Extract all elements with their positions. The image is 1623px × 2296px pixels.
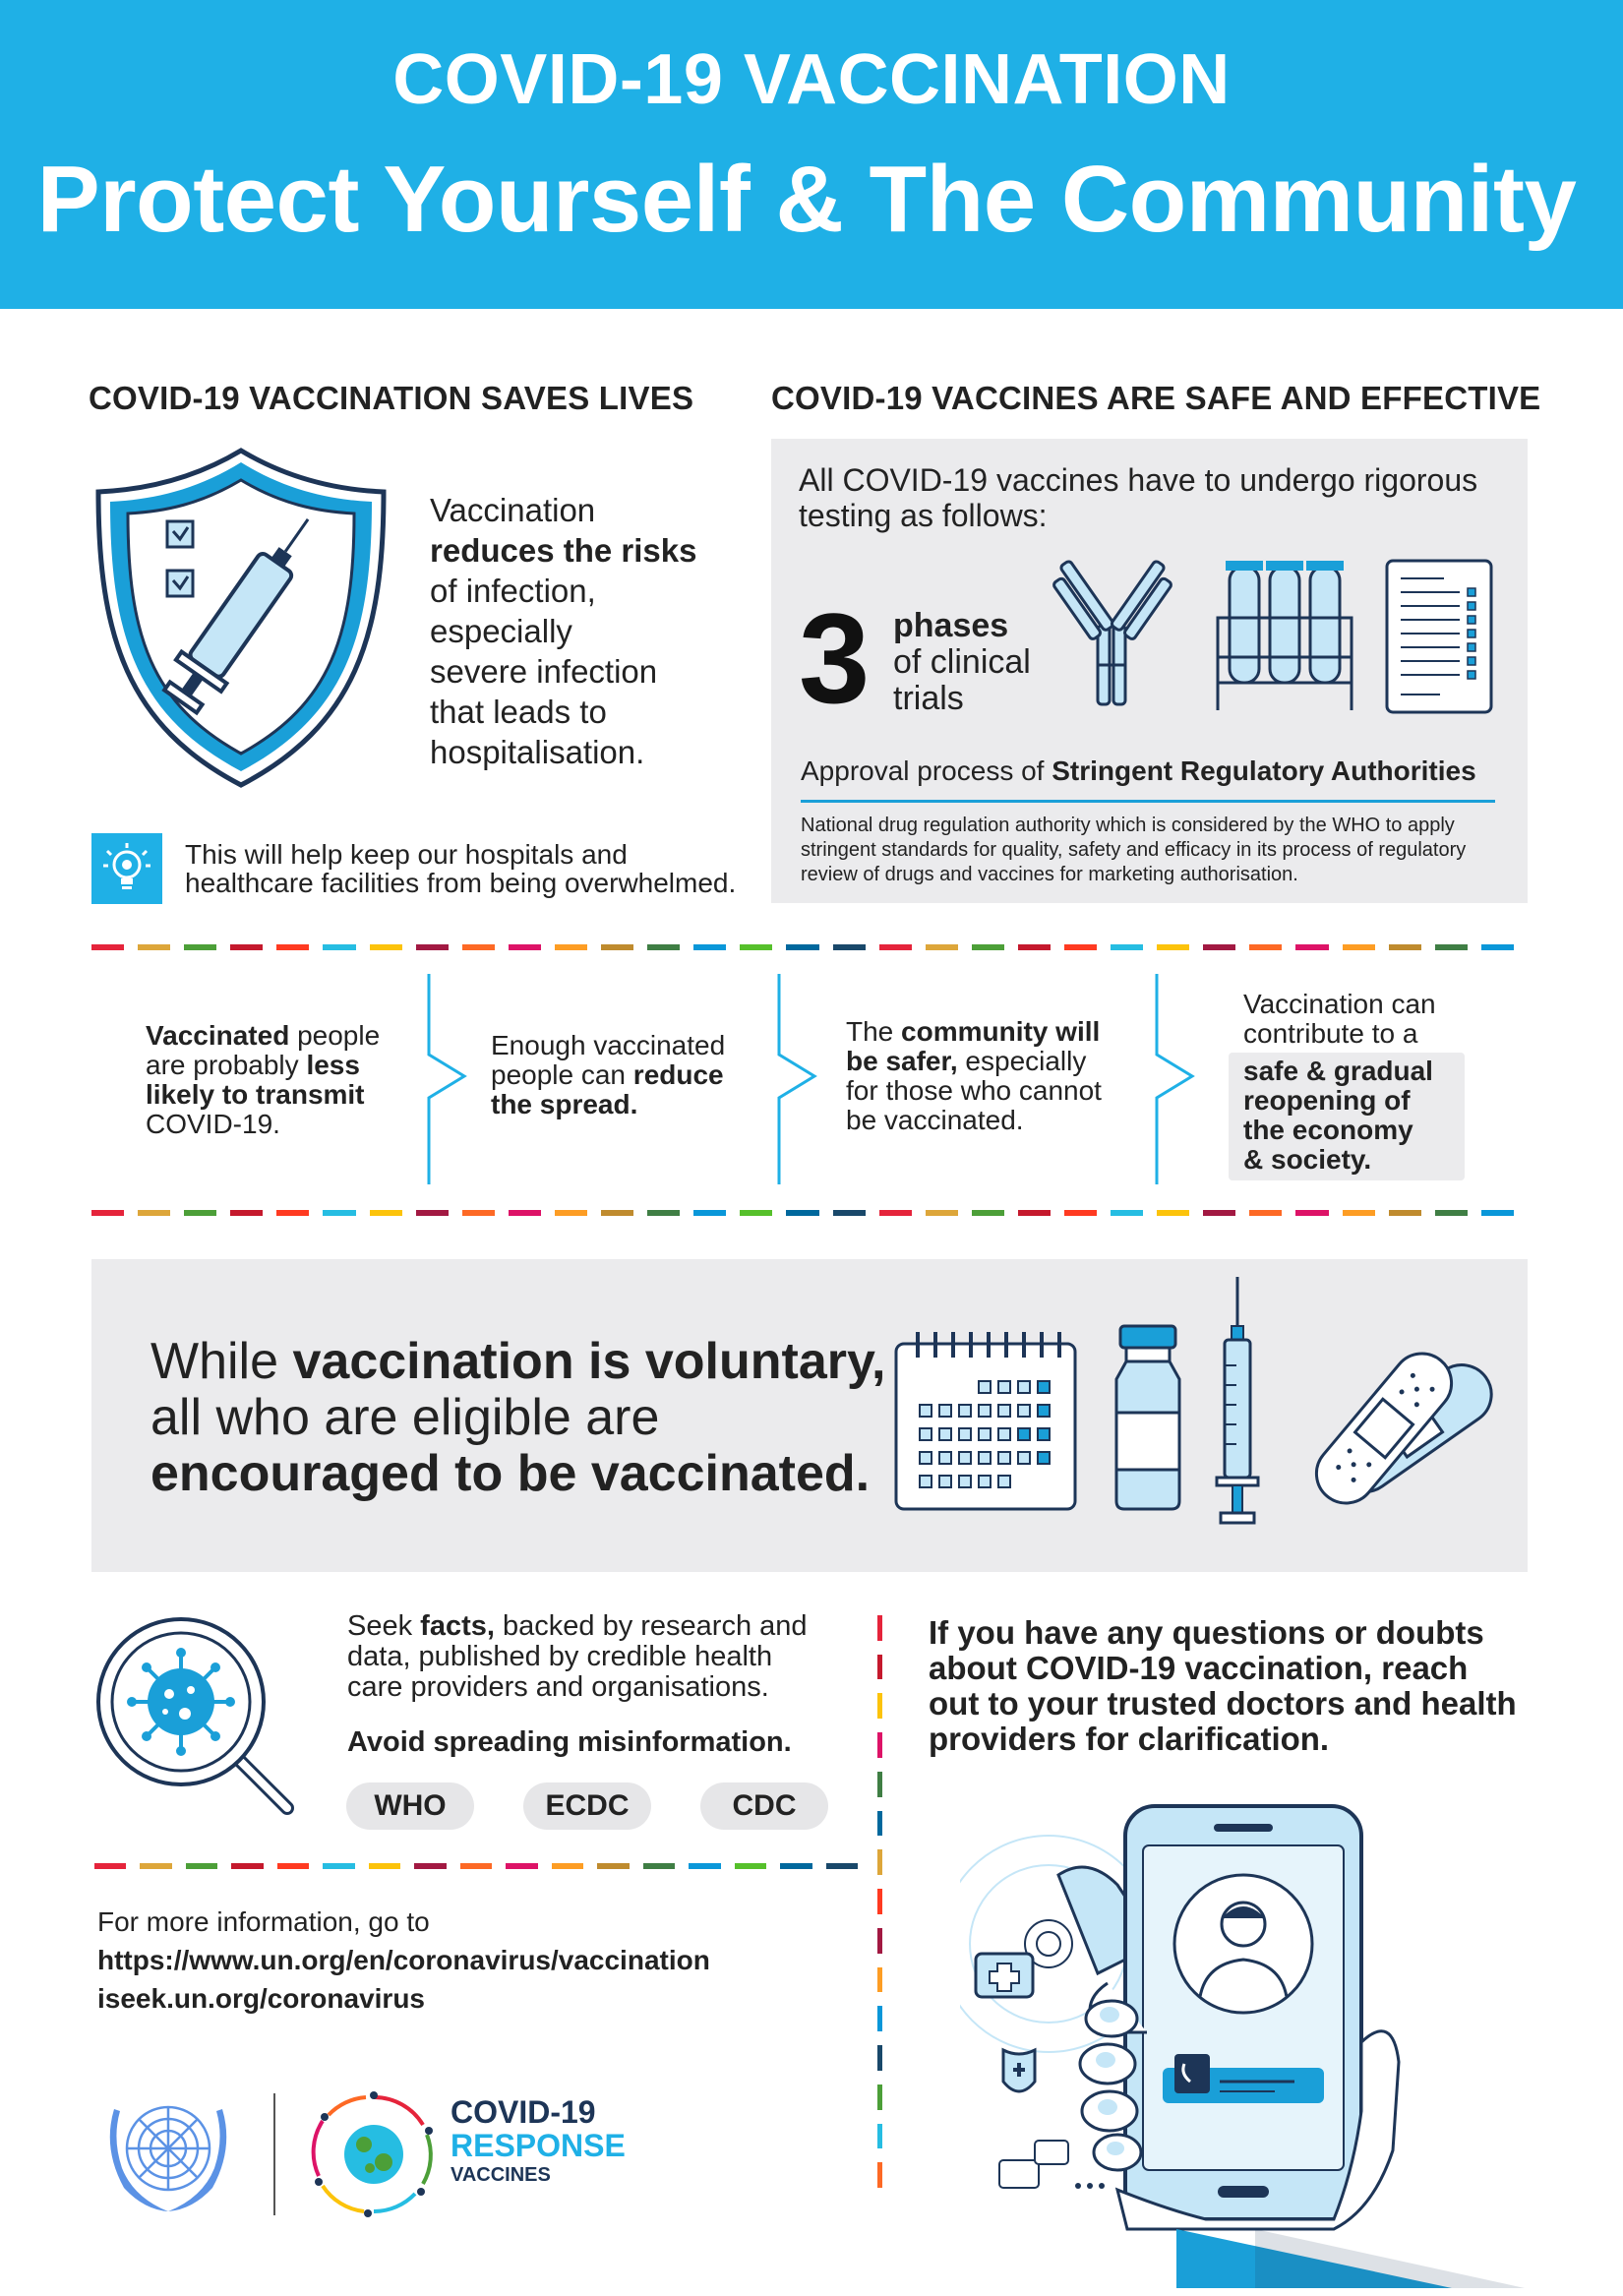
stripe-segment (1389, 944, 1421, 950)
calendar-icon (894, 1322, 1077, 1511)
stripe-segment (877, 1615, 882, 1641)
stripe-segment (780, 1863, 812, 1869)
stripe-segment (877, 2124, 882, 2149)
stripe-segment (879, 1210, 912, 1216)
stripe-segment (555, 944, 587, 950)
bandage-icon (1286, 1320, 1502, 1517)
stripe-segment (877, 1849, 882, 1875)
stripe-segment (601, 1210, 633, 1216)
stripe-segment (323, 1863, 354, 1869)
test-tubes-icon (1216, 559, 1353, 714)
stripe-segment (689, 1863, 720, 1869)
stripe-segment (833, 944, 866, 950)
stripe-segment (877, 1693, 882, 1719)
stripe-segment (460, 1863, 492, 1869)
stripe-segment (230, 1210, 263, 1216)
avoid-misinformation-text: Avoid spreading misinformation. (347, 1726, 792, 1758)
stripe-segment (414, 1863, 446, 1869)
stripe-segment (877, 1772, 882, 1797)
stripe-segment (877, 1928, 882, 1954)
stripe-segment (877, 1811, 882, 1837)
syringe-icon (1213, 1277, 1262, 1529)
stripe-segment (184, 1210, 216, 1216)
stripe-segment (735, 1863, 766, 1869)
voluntary-text: While vaccination is voluntary, all who are eligible are encouraged to be vaccinated. (150, 1333, 886, 1502)
stripe-segment (1111, 944, 1143, 950)
checklist-document-icon (1385, 559, 1493, 714)
phases-number: 3 (799, 586, 871, 730)
stripe-segment (1295, 944, 1328, 950)
clinical-trials-panel (771, 439, 1528, 903)
stripe-segment (1435, 1210, 1468, 1216)
stripe-segment (186, 1863, 217, 1869)
stripe-segment (1157, 944, 1189, 950)
stripe-segment (647, 944, 680, 950)
chevron-divider-3 (1151, 974, 1210, 1184)
questions-text: If you have any questions or doubts about COVID-19 vaccination, reach out to your trusted doctors and health providers for clarification. (929, 1614, 1517, 1757)
stripe-segment (276, 1210, 309, 1216)
stripe-segment (877, 1889, 882, 1914)
antibody-icon (1049, 557, 1176, 714)
stripe-segment (323, 944, 355, 950)
stripe-segment (509, 1210, 541, 1216)
magnifier-virus-icon (94, 1613, 301, 1830)
stripe-segment (323, 1210, 355, 1216)
stripe-segment (1064, 944, 1097, 950)
stripe-segment (370, 944, 402, 950)
stripe-segment (184, 944, 216, 950)
chevron-divider-1 (423, 974, 482, 1184)
stripe-segment (462, 944, 495, 950)
stripe-segment (1295, 1210, 1328, 1216)
stripe-segment (877, 1732, 882, 1758)
stripe-segment (601, 944, 633, 950)
stripe-segment (552, 1863, 583, 1869)
stripe-segment (693, 944, 726, 950)
stripe-segment (555, 1210, 587, 1216)
stripe-segment (1064, 1210, 1097, 1216)
safe-effective-heading: COVID-19 VACCINES ARE SAFE AND EFFECTIVE (771, 380, 1541, 416)
more-info-label: For more information, go to (97, 1906, 430, 1937)
stripe-segment (1249, 944, 1282, 950)
cdc-pill: CDC (700, 1782, 828, 1830)
header-title: COVID-19 VACCINATION (392, 40, 1231, 119)
stripe-segment (879, 944, 912, 950)
vaccination-link[interactable]: https://www.un.org/en/coronavirus/vaccination (97, 1945, 710, 1975)
stripe-segment (643, 1863, 675, 1869)
header-banner (0, 0, 1623, 309)
flow-step-2: Enough vaccinated people can reduce the spread. (491, 1030, 726, 1119)
stripe-segment (972, 1210, 1004, 1216)
stripe-segment (877, 2162, 882, 2188)
stripe-segment (1018, 944, 1051, 950)
stripe-segment (1389, 1210, 1421, 1216)
stripe-segment (1018, 1210, 1051, 1216)
header-subtitle: Protect Yourself & The Community (36, 147, 1577, 252)
approval-process-text: Approval process of Stringent Regulatory Authorities (801, 755, 1476, 786)
stripe-segment (972, 944, 1004, 950)
hospital-tip-text: This will help keep our hospitals and healthcare facilities from being overwhelmed. (185, 839, 737, 898)
saves-lives-text: Vaccination reduces the risks of infection, especially severe infection that leads to hospitalisation. (430, 492, 697, 770)
who-pill: WHO (346, 1782, 474, 1830)
divider-line (801, 800, 1495, 803)
stripe-segment (369, 1863, 400, 1869)
stripe-segment (1343, 1210, 1375, 1216)
iseek-link[interactable]: iseek.un.org/coronavirus (97, 1983, 425, 2014)
covid-response-emblem-logo (305, 2087, 443, 2221)
stripe-segment (740, 1210, 772, 1216)
sra-definition-note: National drug regulation authority which is considered by the WHO to apply stringent standards for quality, safety and efficacy in its process of regulatory review of drugs and vaccines for marketing authorisation. (801, 815, 1467, 885)
stripe-segment (1157, 1210, 1189, 1216)
stripe-segment (416, 1210, 449, 1216)
stripe-segment (230, 944, 263, 950)
stripe-segment (1203, 1210, 1235, 1216)
more-info-block (97, 1903, 710, 2018)
phone-doctor-illustration (960, 1796, 1525, 2288)
stripe-segment (926, 1210, 958, 1216)
stripe-segment (506, 1863, 537, 1869)
stripe-segment (91, 1210, 124, 1216)
color-stripe-divider (91, 944, 1528, 950)
stripe-segment (647, 1210, 680, 1216)
flow-step-3: The community will be safer, especially for those who cannot be vaccinated. (846, 1016, 1102, 1135)
phases-text: phases of clinical trials (893, 607, 1031, 717)
voluntary-panel (91, 1259, 1528, 1572)
color-stripe-divider (91, 1210, 1528, 1216)
stripe-segment (1343, 944, 1375, 950)
stripe-segment (138, 944, 170, 950)
flow-step-1: Vaccinated people are probably less likely to transmit COVID-19. (146, 1020, 381, 1139)
trials-intro: All COVID-19 vaccines have to undergo rigorous testing as follows: (799, 462, 1478, 533)
economy-highlight-box: safe & gradual reopening of the economy & society. (1229, 1053, 1465, 1180)
stripe-segment (877, 2045, 882, 2071)
stripe-segment (509, 944, 541, 950)
stripe-segment (786, 944, 818, 950)
logo-separator (273, 2093, 275, 2215)
ecdc-pill: ECDC (523, 1782, 651, 1830)
stripe-segment (416, 944, 449, 950)
vaccine-vial-icon (1111, 1324, 1185, 1511)
un-emblem-logo (94, 2089, 242, 2217)
stripe-segment (370, 1210, 402, 1216)
stripe-segment (833, 1210, 866, 1216)
stripe-segment (877, 2085, 882, 2110)
stripe-segment (693, 1210, 726, 1216)
saves-lives-heading: COVID-19 VACCINATION SAVES LIVES (89, 380, 694, 416)
chevron-divider-2 (773, 974, 832, 1184)
covid-response-wordmark: COVID-19 RESPONSE VACCINES (451, 2094, 626, 2186)
stripe-segment (926, 944, 958, 950)
stripe-segment (1481, 1210, 1514, 1216)
lightbulb-icon (91, 833, 162, 904)
stripe-segment (877, 1967, 882, 1993)
stripe-segment (462, 1210, 495, 1216)
color-stripe-divider (94, 1863, 872, 1869)
stripe-segment (877, 2006, 882, 2031)
flow-step-4: Vaccination can contribute to a (1243, 989, 1436, 1049)
stripe-segment (94, 1863, 126, 1869)
shield-syringe-icon (89, 441, 393, 795)
stripe-segment (140, 1863, 171, 1869)
stripe-segment (1203, 944, 1235, 950)
vertical-color-divider (877, 1615, 882, 2202)
stripe-segment (597, 1863, 629, 1869)
stripe-segment (877, 1655, 882, 1680)
stripe-segment (1481, 944, 1514, 950)
stripe-segment (138, 1210, 170, 1216)
stripe-segment (91, 944, 124, 950)
facts-text: Seek facts, backed by research and data, published by credible health care providers and organisations. (347, 1610, 808, 1703)
stripe-segment (1435, 944, 1468, 950)
stripe-segment (786, 1210, 818, 1216)
stripe-segment (276, 944, 309, 950)
stripe-segment (231, 1863, 263, 1869)
stripe-segment (1249, 1210, 1282, 1216)
stripe-segment (826, 1863, 858, 1869)
stripe-segment (1111, 1210, 1143, 1216)
stripe-segment (277, 1863, 309, 1869)
stripe-segment (740, 944, 772, 950)
